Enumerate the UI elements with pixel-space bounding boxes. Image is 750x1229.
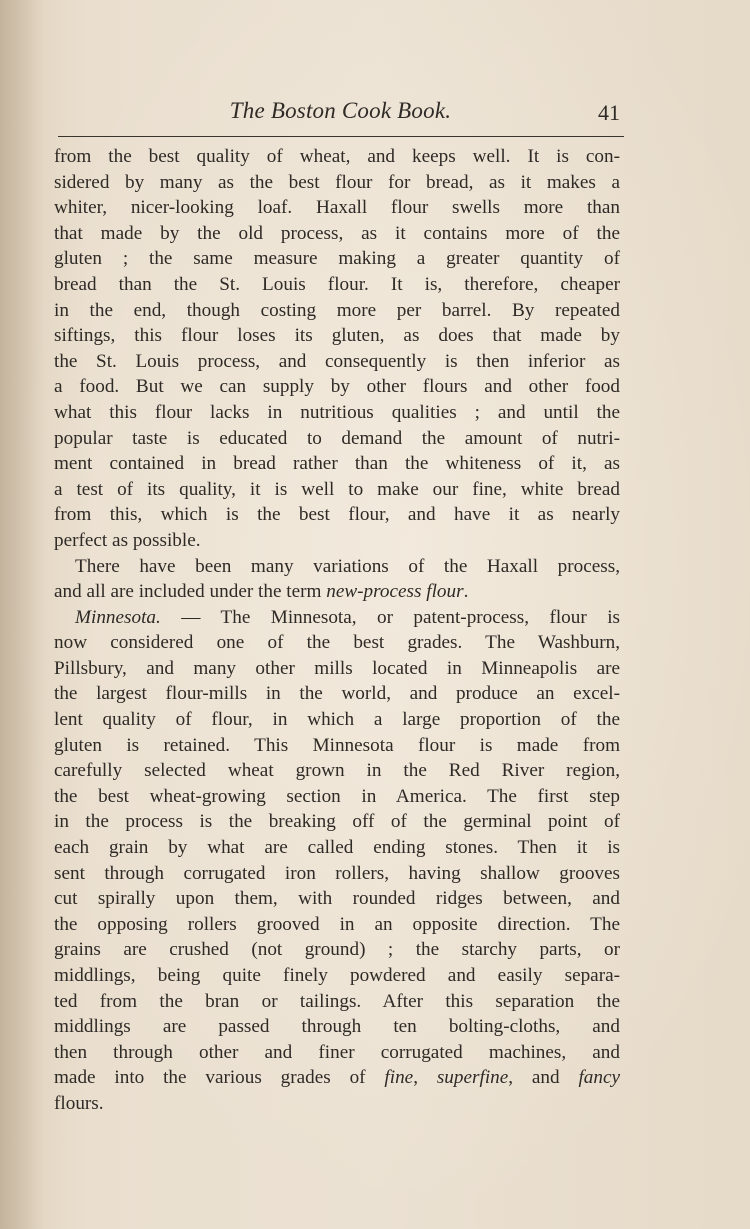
paragraph-haxall bbox=[54, 144, 620, 554]
text-run: , and bbox=[508, 1067, 579, 1089]
text-line: bread than the St. Louis flour. It is, therefore, cheaper bbox=[54, 273, 620, 295]
header-rule bbox=[58, 136, 624, 137]
running-title: The Boston Cook Book. bbox=[229, 98, 452, 123]
text-line: cut spirally upon them, with rounded ridges between, and bbox=[54, 888, 620, 910]
text-line: There have been many variations of the Haxall process, bbox=[75, 555, 620, 577]
text-line: grains are crushed (not ground) ; the starchy parts, or bbox=[54, 939, 620, 961]
text-line: a test of its quality, it is well to make our fine, white bread bbox=[54, 478, 620, 500]
text-line: middlings, being quite finely powdered and easily separa- bbox=[54, 965, 620, 986]
text-line: each grain by what are called ending stones. Then it is bbox=[54, 837, 620, 859]
text-line: now considered one of the best grades. The Washburn, bbox=[54, 632, 620, 654]
text-run: — The Minnesota, or patent-process, flour is bbox=[160, 606, 620, 628]
text-line: in the end, though costing more per barrel. By repeated bbox=[54, 299, 620, 321]
text-line: in the process is the breaking off of the germinal point of bbox=[54, 811, 620, 833]
text-line: then through other and finer corrugated machines, and bbox=[54, 1041, 620, 1063]
text-line: perfect as possible. bbox=[54, 529, 201, 551]
text-run: made into the various grades of bbox=[54, 1067, 385, 1089]
text-line: the opposing rollers grooved in an opposite direction. The bbox=[54, 913, 620, 935]
flour-grade: superfine bbox=[436, 1067, 509, 1089]
text-line: from this, which is the best flour, and have it as nearly bbox=[54, 504, 620, 526]
flour-grade: fine bbox=[384, 1067, 414, 1089]
text-line: sent through corrugated iron rollers, having shallow grooves bbox=[54, 862, 620, 884]
text-line: that made by the old process, as it contains more of the bbox=[54, 222, 620, 244]
text-line: ment contained in bread rather than the whiteness of it, as bbox=[54, 453, 620, 475]
text-line: from the best quality of wheat, and keeps well. It is con- bbox=[54, 146, 620, 167]
text-line: a food. But we can supply by other flours and other food bbox=[54, 376, 620, 398]
flour-grade: fancy bbox=[578, 1067, 621, 1089]
text-line: ted from the bran or tailings. After this separation the bbox=[54, 990, 620, 1012]
text-run: . bbox=[463, 581, 469, 603]
text-line: carefully selected wheat grown in the Red River region, bbox=[54, 760, 620, 782]
text-line: gluten is retained. This Minnesota flour is made from bbox=[54, 734, 620, 756]
text-line bbox=[54, 1065, 620, 1091]
section-heading: Minnesota. bbox=[75, 606, 161, 628]
text-line bbox=[54, 579, 620, 605]
text-line: middlings are passed through ten bolting-cloths, and bbox=[54, 1016, 620, 1038]
text-line: popular taste is educated to demand the amount of nutri- bbox=[54, 427, 620, 449]
text-line: what this flour lacks in nutritious qualities ; and until the bbox=[54, 401, 620, 423]
paragraph-variations bbox=[54, 554, 620, 605]
paragraph-minnesota bbox=[54, 605, 620, 1117]
text-line: sidered by many as the best flour for bread, as it makes a bbox=[54, 171, 620, 193]
running-head bbox=[58, 98, 623, 132]
text-line: whiter, nicer-looking loaf. Haxall flour swells more than bbox=[54, 197, 620, 219]
text-line: lent quality of flour, in which a large proportion of the bbox=[54, 709, 620, 731]
text-line: the best wheat-growing section in America. The first step bbox=[54, 785, 620, 807]
text-line: the largest flour-mills in the world, and produce an excel- bbox=[54, 683, 620, 705]
text-line: gluten ; the same measure making a greater quantity of bbox=[54, 248, 620, 270]
text-line: Pillsbury, and many other mills located in Minneapolis are bbox=[54, 657, 620, 679]
text-line: the St. Louis process, and consequently is then inferior as bbox=[54, 350, 620, 372]
text-line: flours. bbox=[54, 1092, 104, 1114]
text-line: siftings, this flour loses its gluten, as does that made by bbox=[54, 325, 620, 347]
italic-term: new-process flour bbox=[326, 581, 464, 603]
text-run: and all are included under the term bbox=[54, 581, 327, 603]
page-number: 41 bbox=[598, 100, 620, 125]
body-text bbox=[54, 144, 620, 1117]
text-line bbox=[54, 605, 620, 631]
text-run: , bbox=[413, 1067, 437, 1089]
